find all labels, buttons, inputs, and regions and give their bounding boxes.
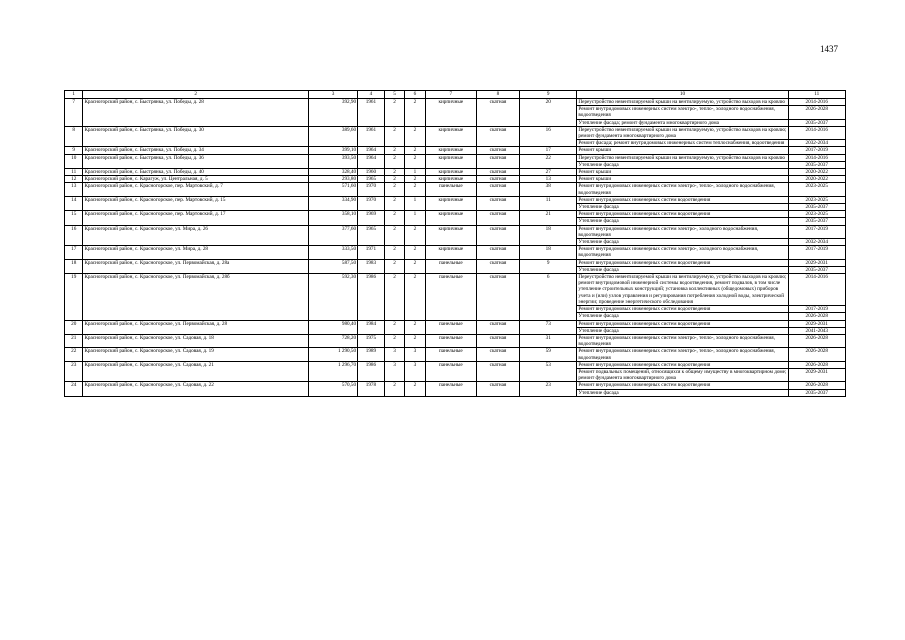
entrances-cell: 2	[405, 320, 425, 334]
row-number: 19	[65, 274, 83, 320]
roof-type-cell: скатная	[476, 225, 519, 246]
entrances-cell: 1	[405, 196, 425, 210]
wear-percent-cell: 13	[520, 176, 577, 183]
wear-percent-cell: 20	[520, 99, 577, 127]
wall-material-cell: кирпичные	[425, 211, 476, 225]
address-cell: Красногорский район, с. Красногорское, ул. Мира, д. 26	[83, 225, 308, 246]
work-description-cell: Утепление фасада	[577, 389, 788, 396]
roof-type-cell: скатная	[476, 196, 519, 210]
column-number-header: 1	[65, 91, 83, 99]
wall-material-cell: кирпичные	[425, 154, 476, 168]
work-period-cell: 2029-2031	[788, 368, 845, 381]
work-period-cell: 2026-2028	[788, 382, 845, 389]
table-row	[65, 176, 846, 183]
roof-type-cell: скатная	[476, 183, 519, 196]
work-period-cell: 2035-2037	[788, 266, 845, 273]
address-cell: Красногорский район, с. Красногорское, ул. Мира, д. 28	[83, 246, 308, 259]
row-number: 24	[65, 382, 83, 396]
year-cell: 1983	[358, 259, 385, 273]
table-row	[65, 147, 846, 154]
wall-material-cell: кирпичные	[425, 169, 476, 176]
year-cell: 1971	[358, 246, 385, 259]
column-number-header: 9	[520, 91, 577, 99]
floors-cell: 2	[384, 183, 404, 196]
entrances-cell: 1	[405, 211, 425, 225]
work-description-cell: Переустройство невентилируемой крыши на вентилируемую, устройство выходов на кровлю	[577, 154, 788, 161]
work-period-cell: 2020-2022	[788, 169, 845, 176]
year-cell: 1961	[358, 99, 385, 127]
column-number-header: 2	[83, 91, 308, 99]
address-cell: Красногорский район, с. Быстрянка, ул. Победы, д. 40	[83, 169, 308, 176]
table-row	[65, 183, 846, 196]
entrances-cell: 2	[405, 126, 425, 147]
work-period-cell: 2026-2028	[788, 334, 845, 347]
work-period-cell: 2026-2028	[788, 348, 845, 361]
work-description-cell: Ремонт крыши	[577, 176, 788, 183]
wear-percent-cell: 6	[520, 274, 577, 320]
wear-percent-cell: 53	[520, 361, 577, 382]
wear-percent-cell: 11	[520, 196, 577, 210]
work-description-cell: Ремонт внутридомовых инженерных систем водоотведения	[577, 211, 788, 218]
table-row	[65, 382, 846, 389]
work-description-cell: Ремонт внутридомовых инженерных систем электро-, холодного водоснабжения, водоотведения	[577, 246, 788, 259]
entrances-cell: 2	[405, 274, 425, 320]
roof-type-cell: скатная	[476, 176, 519, 183]
row-number: 15	[65, 211, 83, 225]
roof-type-cell: скатная	[476, 246, 519, 259]
wear-percent-cell: 31	[520, 334, 577, 347]
wall-material-cell: кирпичные	[425, 126, 476, 147]
table-row	[65, 169, 846, 176]
housing-repair-table	[64, 90, 846, 397]
floors-cell: 2	[384, 320, 404, 334]
floors-cell: 2	[384, 176, 404, 183]
address-cell: Красногорский район, с. Красногорское, ул. Первомайская, д. 28а	[83, 259, 308, 273]
work-period-cell: 2023-2025	[788, 196, 845, 203]
year-cell: 1969	[358, 211, 385, 225]
year-cell: 1964	[358, 147, 385, 154]
entrances-cell: 2	[405, 225, 425, 246]
work-description-cell: Ремонт фасада; ремонт внутридомовых инженерных систем теплоснабжения, водоотведения	[577, 140, 788, 147]
floors-cell: 2	[384, 99, 404, 127]
address-cell: Красногорский район, с. Красногорское, ул. Первомайская, д. 28б	[83, 274, 308, 320]
year-cell: 1965	[358, 225, 385, 246]
table-row	[65, 348, 846, 361]
work-description-cell: Утепление фасада	[577, 218, 788, 225]
area-cell: 293,80	[308, 176, 357, 183]
address-cell: Красногорский район, с. Красногорское, ул. Садовая, д. 22	[83, 382, 308, 396]
row-number: 12	[65, 176, 83, 183]
roof-type-cell: скатная	[476, 259, 519, 273]
table-body	[65, 91, 846, 397]
floors-cell: 2	[384, 382, 404, 396]
roof-type-cell: скатная	[476, 348, 519, 361]
work-period-cell: 2020-2022	[788, 176, 845, 183]
work-description-cell: Ремонт внутридомовых инженерных систем электро-, тепло-, холодного водоснабжения, водоотведения	[577, 334, 788, 347]
year-cell: 1986	[358, 274, 385, 320]
table-row	[65, 320, 846, 327]
work-description-cell: Ремонт внутридомовых инженерных систем водоотведения	[577, 196, 788, 203]
work-description-cell: Ремонт крыши	[577, 169, 788, 176]
work-description-cell: Утепление фасада	[577, 204, 788, 211]
work-period-cell: 2026-2028	[788, 361, 845, 368]
wear-percent-cell: 17	[520, 147, 577, 154]
row-number: 13	[65, 183, 83, 196]
wear-percent-cell: 73	[520, 320, 577, 334]
column-number-header: 5	[384, 91, 404, 99]
table-row	[65, 211, 846, 218]
floors-cell: 2	[384, 334, 404, 347]
table-row	[65, 361, 846, 368]
area-cell: 328,40	[308, 169, 357, 176]
floors-cell: 3	[384, 348, 404, 361]
roof-type-cell: скатная	[476, 334, 519, 347]
entrances-cell: 3	[405, 361, 425, 382]
work-description-cell: Переустройство невентилируемой крыши на вентилируемую, устройство выходов на кровлю; ремонт внутридомовой инженерной системы водоотведения, ремонт подвалов, в том числе утепление строительных конструкций; установка коллективных (общедомовых) приборов учета и (или) узлов управления и регулирования потребления холодной воды, электрической энергии; проведение энергетического обследования	[578, 274, 787, 305]
area-cell: 377,60	[308, 225, 357, 246]
wear-percent-cell: 38	[520, 183, 577, 196]
work-period-cell: 2023-2025	[788, 211, 845, 218]
work-period-cell: 2026-2028	[788, 313, 845, 320]
work-description-cell: Ремонт внутридомовых инженерных систем водоотведения	[577, 306, 788, 313]
wear-percent-cell: 18	[520, 225, 577, 246]
table-row	[65, 274, 846, 306]
entrances-cell: 2	[405, 154, 425, 168]
floors-cell: 2	[384, 154, 404, 168]
row-number: 18	[65, 259, 83, 273]
roof-type-cell: скатная	[476, 99, 519, 127]
address-cell: Красногорский район, с. Красногорское, ул. Садовая, д. 21	[83, 361, 308, 382]
row-number: 22	[65, 348, 83, 361]
table-row	[65, 334, 846, 347]
work-period-cell: 2014-2016	[788, 274, 845, 306]
year-cell: 1975	[358, 334, 385, 347]
area-cell: 389,60	[308, 126, 357, 147]
entrances-cell: 2	[405, 334, 425, 347]
column-number-header: 8	[476, 91, 519, 99]
work-period-cell: 2014-2016	[788, 154, 845, 161]
work-description-cell: Ремонт внутридомовых инженерных систем водоотведения	[577, 382, 788, 389]
floors-cell: 2	[384, 246, 404, 259]
address-cell: Красногорский район, с. Красногорское, пер. Мартовский, д. 7	[83, 183, 308, 196]
column-number-header: 7	[425, 91, 476, 99]
work-period-cell: 2014-2016	[788, 126, 845, 139]
wear-percent-cell: 18	[520, 246, 577, 259]
floors-cell: 2	[384, 147, 404, 154]
table-row	[65, 99, 846, 106]
table-row	[65, 259, 846, 266]
entrances-cell: 2	[405, 147, 425, 154]
work-period-cell: 2032-2034	[788, 140, 845, 147]
address-cell: Красногорский район, с. Быстрянка, ул. Победы, д. 30	[83, 126, 308, 147]
row-number: 21	[65, 334, 83, 347]
roof-type-cell: скатная	[476, 147, 519, 154]
work-description-cell: Утепление фасада	[577, 239, 788, 246]
work-description-cell: Переустройство невентилируемой крыши на вентилируемую, устройство выходов на кровлю	[577, 99, 788, 106]
roof-type-cell: скатная	[476, 211, 519, 225]
work-description-cell: Утепление фасада	[577, 161, 788, 168]
address-cell: Красногорский район, с. Быстрянка, ул. Победы, д. 28	[83, 99, 308, 127]
address-cell: Красногорский район, с. Быстрянка, ул. Победы, д. 36	[83, 154, 308, 168]
table-header-row	[65, 91, 846, 99]
area-cell: 334,90	[308, 196, 357, 210]
roof-type-cell: скатная	[476, 320, 519, 334]
work-description-cell: Ремонт подвальных помещений, относящихся к общему имуществу в многоквартирном доме; ремонт фундамента многоквартирного дома	[578, 368, 787, 382]
wall-material-cell: кирпичные	[425, 246, 476, 259]
table-row	[65, 246, 846, 259]
column-number-header: 10	[577, 91, 788, 99]
work-period-cell: 2035-2037	[788, 161, 845, 168]
work-period-cell: 2035-2037	[788, 218, 845, 225]
wall-material-cell: панельные	[425, 348, 476, 361]
entrances-cell: 2	[405, 99, 425, 127]
wear-percent-cell: 22	[520, 154, 577, 168]
work-description-cell: Ремонт внутридомовых инженерных систем водоотведения	[577, 320, 788, 327]
floors-cell: 2	[384, 274, 404, 320]
wall-material-cell: панельные	[425, 334, 476, 347]
area-cell: 587,50	[308, 259, 357, 273]
table-row	[65, 196, 846, 203]
work-period-cell: 2026-2028	[788, 106, 845, 119]
work-description-cell: Ремонт внутридомовых инженерных систем водоотведения	[577, 259, 788, 266]
entrances-cell: 2	[405, 382, 425, 396]
year-cell: 1961	[358, 126, 385, 147]
column-number-header: 6	[405, 91, 425, 99]
roof-type-cell: скатная	[476, 126, 519, 147]
wall-material-cell: панельные	[425, 183, 476, 196]
row-number: 14	[65, 196, 83, 210]
row-number: 17	[65, 246, 83, 259]
work-period-cell: 2014-2016	[788, 99, 845, 106]
work-description-cell: Ремонт внутридомовых инженерных систем водоотведения	[577, 361, 788, 368]
wall-material-cell: кирпичные	[425, 176, 476, 183]
entrances-cell: 2	[405, 259, 425, 273]
column-number-header: 3	[308, 91, 357, 99]
work-description-cell: Ремонт внутридомовых инженерных систем электро-, холодного водоснабжения, водоотведения	[577, 225, 788, 238]
area-cell: 399,10	[308, 147, 357, 154]
column-number-header: 4	[358, 91, 385, 99]
row-number: 9	[65, 147, 83, 154]
work-description-cell: Утепление фасада	[577, 266, 788, 273]
area-cell: 393,50	[308, 154, 357, 168]
entrances-cell: 2	[405, 176, 425, 183]
work-period-cell: 2017-2019	[788, 225, 845, 238]
wall-material-cell: панельные	[425, 382, 476, 396]
year-cell: 1965	[358, 176, 385, 183]
work-period-cell: 2029-2031	[788, 320, 845, 327]
area-cell: 333,50	[308, 246, 357, 259]
wall-material-cell: кирпичные	[425, 196, 476, 210]
row-number: 16	[65, 225, 83, 246]
work-period-cell: 2035-2037	[788, 389, 845, 396]
area-cell: 1 296,70	[308, 361, 357, 382]
year-cell: 1970	[358, 196, 385, 210]
address-cell: Красногорский район, с. Красногорское, ул. Садовая, д. 18	[83, 334, 308, 347]
address-cell: Красногорский район, с. Красногорское, пер. Мартовский, д. 15	[83, 196, 308, 210]
area-cell: 980,40	[308, 320, 357, 334]
area-cell: 728,20	[308, 334, 357, 347]
floors-cell: 2	[384, 196, 404, 210]
work-period-cell: 2041-2043	[788, 327, 845, 334]
wear-percent-cell: 27	[520, 169, 577, 176]
wear-percent-cell: 23	[520, 382, 577, 396]
floors-cell: 2	[384, 259, 404, 273]
work-description-cell: Переустройство невентилируемой крыши на вентилируемую, устройство выходов на кровлю; ремонт фундамента многоквартирного дома	[578, 126, 787, 140]
wear-percent-cell: 9	[520, 259, 577, 273]
work-description-cell: Утепление фасада	[577, 313, 788, 320]
wall-material-cell: кирпичные	[425, 99, 476, 127]
address-cell: Красногорский район, с. Быстрянка, ул. Победы, д. 34	[83, 147, 308, 154]
wear-percent-cell: 59	[520, 348, 577, 361]
year-cell: 1984	[358, 320, 385, 334]
area-cell: 358,10	[308, 211, 357, 225]
column-number-header: 11	[788, 91, 845, 99]
work-period-cell: 2017-2019	[788, 246, 845, 259]
year-cell: 1989	[358, 348, 385, 361]
work-description-cell: Ремонт внутридомовых инженерных систем электро-, тепло-, холодного водоснабжения, водоотведения	[577, 183, 788, 196]
address-cell: Красногорский район, с. Красногорское, пер. Мартовский, д. 17	[83, 211, 308, 225]
work-period-cell: 2035-2037	[788, 119, 845, 126]
wall-material-cell: панельные	[425, 361, 476, 382]
entrances-cell: 3	[405, 348, 425, 361]
wall-material-cell: кирпичные	[425, 147, 476, 154]
year-cell: 1986	[358, 361, 385, 382]
area-cell: 571,60	[308, 183, 357, 196]
floors-cell: 3	[384, 361, 404, 382]
work-description-cell: Утепление фасада	[577, 327, 788, 334]
area-cell: 592,30	[308, 274, 357, 320]
roof-type-cell: скатная	[476, 382, 519, 396]
roof-type-cell: скатная	[476, 274, 519, 320]
work-period-cell: 2032-2034	[788, 239, 845, 246]
table-row	[65, 225, 846, 238]
address-cell: Красногорский район, с. Красногорское, ул. Садовая, д. 19	[83, 348, 308, 361]
roof-type-cell: скатная	[476, 169, 519, 176]
wear-percent-cell: 16	[520, 126, 577, 147]
work-description-cell: Утепление фасада; ремонт фундамента многоквартирного дома	[577, 119, 788, 126]
roof-type-cell: скатная	[476, 361, 519, 382]
floors-cell: 2	[384, 169, 404, 176]
wall-material-cell: панельные	[425, 259, 476, 273]
wall-material-cell: панельные	[425, 274, 476, 320]
page-number: 1437	[820, 44, 838, 54]
entrances-cell: 2	[405, 183, 425, 196]
entrances-cell: 2	[405, 246, 425, 259]
row-number: 20	[65, 320, 83, 334]
work-description-cell: Ремонт крыши	[577, 147, 788, 154]
roof-type-cell: скатная	[476, 154, 519, 168]
floors-cell: 2	[384, 126, 404, 147]
entrances-cell: 1	[405, 169, 425, 176]
work-period-cell: 2023-2025	[788, 183, 845, 196]
floors-cell: 2	[384, 225, 404, 246]
area-cell: 1 290,50	[308, 348, 357, 361]
wear-percent-cell: 21	[520, 211, 577, 225]
year-cell: 1964	[358, 154, 385, 168]
year-cell: 1978	[358, 382, 385, 396]
row-number: 7	[65, 99, 83, 127]
row-number: 10	[65, 154, 83, 168]
address-cell: Красногорский район, с. Карагуж, ул. Центральная, д. 5	[83, 176, 308, 183]
work-period-cell: 2029-2031	[788, 259, 845, 266]
wall-material-cell: кирпичные	[425, 225, 476, 246]
wall-material-cell: панельные	[425, 320, 476, 334]
year-cell: 1970	[358, 183, 385, 196]
row-number: 11	[65, 169, 83, 176]
work-description-cell: Ремонт внутридомовых инженерных систем электро-, тепло-, холодного водоснабжения, водоотведения	[577, 348, 788, 361]
table-row	[65, 154, 846, 161]
work-description-cell: Ремонт внутридомовых инженерных систем электро-, тепло-, холодного водоснабжения, водоотведения	[577, 106, 788, 119]
area-cell: 392,90	[308, 99, 357, 127]
year-cell: 1960	[358, 169, 385, 176]
row-number: 8	[65, 126, 83, 147]
address-cell: Красногорский район, с. Красногорское, ул. Первомайская, д. 28	[83, 320, 308, 334]
row-number: 23	[65, 361, 83, 382]
work-period-cell: 2017-2019	[788, 147, 845, 154]
table-row	[65, 126, 846, 139]
work-period-cell: 2035-2037	[788, 204, 845, 211]
area-cell: 570,50	[308, 382, 357, 396]
work-period-cell: 2017-2019	[788, 306, 845, 313]
floors-cell: 2	[384, 211, 404, 225]
